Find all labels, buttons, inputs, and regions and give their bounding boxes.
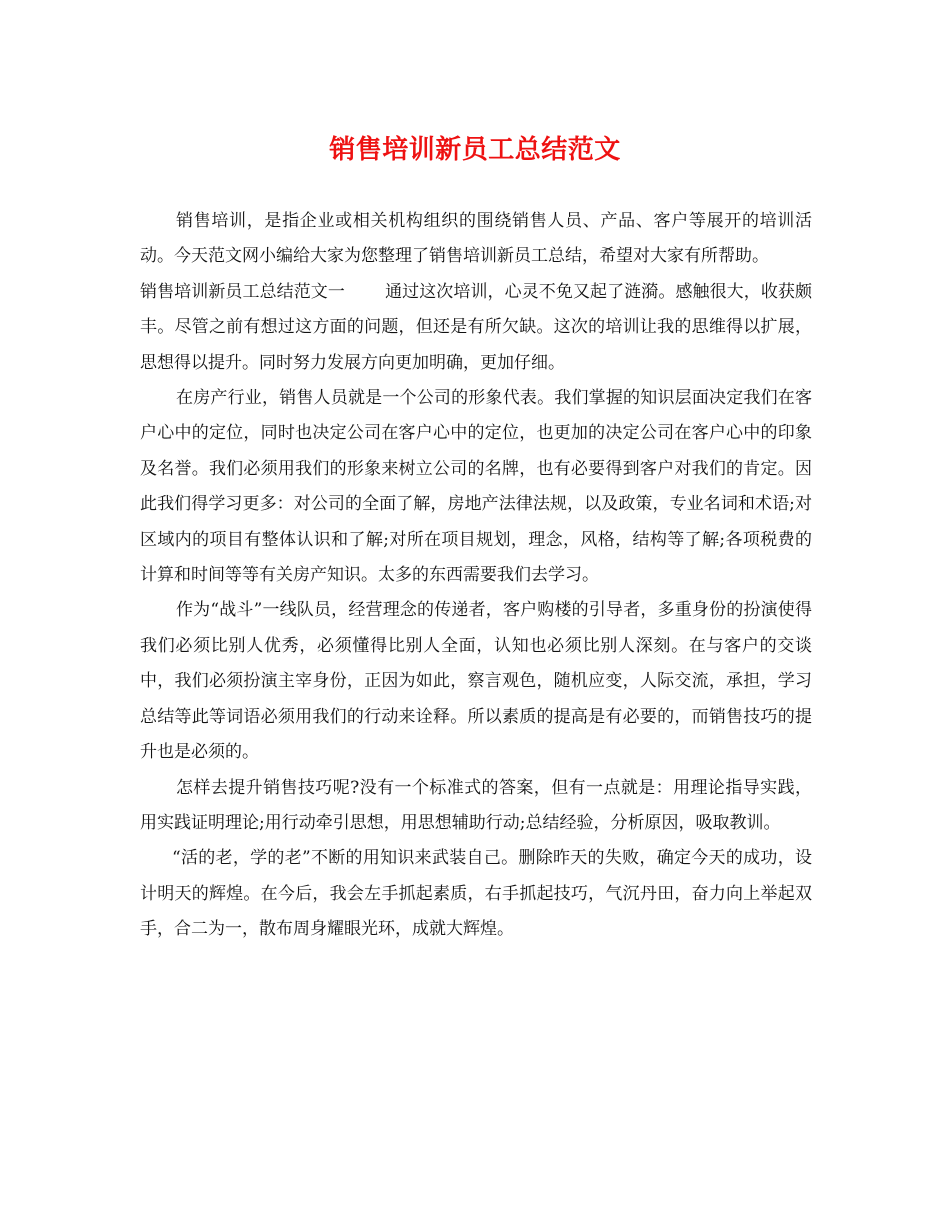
paragraph-one-text: 通过这次培训，心灵不免又起了涟漪。感触很大，收获颇丰。尽管之前有想过这方面的问题，但还是有所欠缺。这次的培训让我的思维得以扩展，思想得以提升。同时努力发展方向更加明确，更加仔细。 — [140, 281, 813, 373]
paragraph-three: 作为“战斗”一线队员，经营理念的传递者，客户购楼的引导者，多重身份的扮演使得我们必须比别人优秀，必须懂得比别人全面，认知也必须比别人深刻。在与客户的交谈中，我们必须扮演主宰身份，正因为如此，察言观色，随机应变，人际交流，承担，学习总结等此等词语必须用我们的行动来诠释。所以素质的提高是有必要的，而销售技巧的提升也是必须的。 — [140, 600, 812, 763]
document-title: 销售培训新员工总结范文 — [329, 135, 621, 165]
section-one-paragraph — [140, 275, 812, 381]
intro-paragraph: 销售培训，是指企业或相关机构组织的围绕销售人员、产品、客户等展开的培训活动。今天范文网小编给大家为您整理了销售培训新员工总结，希望对大家有所帮助。 — [140, 211, 812, 267]
document-body — [140, 204, 812, 948]
paragraph-two: 在房产行业，销售人员就是一个公司的形象代表。我们掌握的知识层面决定我们在客户心中的定位，同时也决定公司在客户心中的定位，也更加的决定公司在客户心中的印象及名誉。我们必须用我们的形象来树立公司的名牌，也有必要得到客户对我们的肯定。因此我们得学习更多：对公司的全面了解，房地产法律法规，以及政策，专业名词和术语;对区域内的项目有整体认识和了解;对所在项目规划，理念，风格，结构等了解;各项税费的计算和时间等等有关房产知识。太多的东西需要我们去学习。 — [140, 388, 812, 586]
section-heading: 销售培训新员工总结范文一 — [140, 281, 345, 302]
paragraph-four: 怎样去提升销售技巧呢?没有一个标准式的答案，但有一点就是：用理论指导实践，用实践证明理论;用行动牵引思想，用思想辅助行动;总结经验，分析原因，吸取教训。 — [140, 777, 812, 833]
paragraph-five: “活的老，学的老”不断的用知识来武装自己。删除昨天的失败，确定今天的成功，设计明天的辉煌。在今后，我会左手抓起素质，右手抓起技巧，气沉丹田，奋力向上举起双手，合二为一，散布周身耀眼光环，成就大辉煌。 — [140, 848, 812, 940]
